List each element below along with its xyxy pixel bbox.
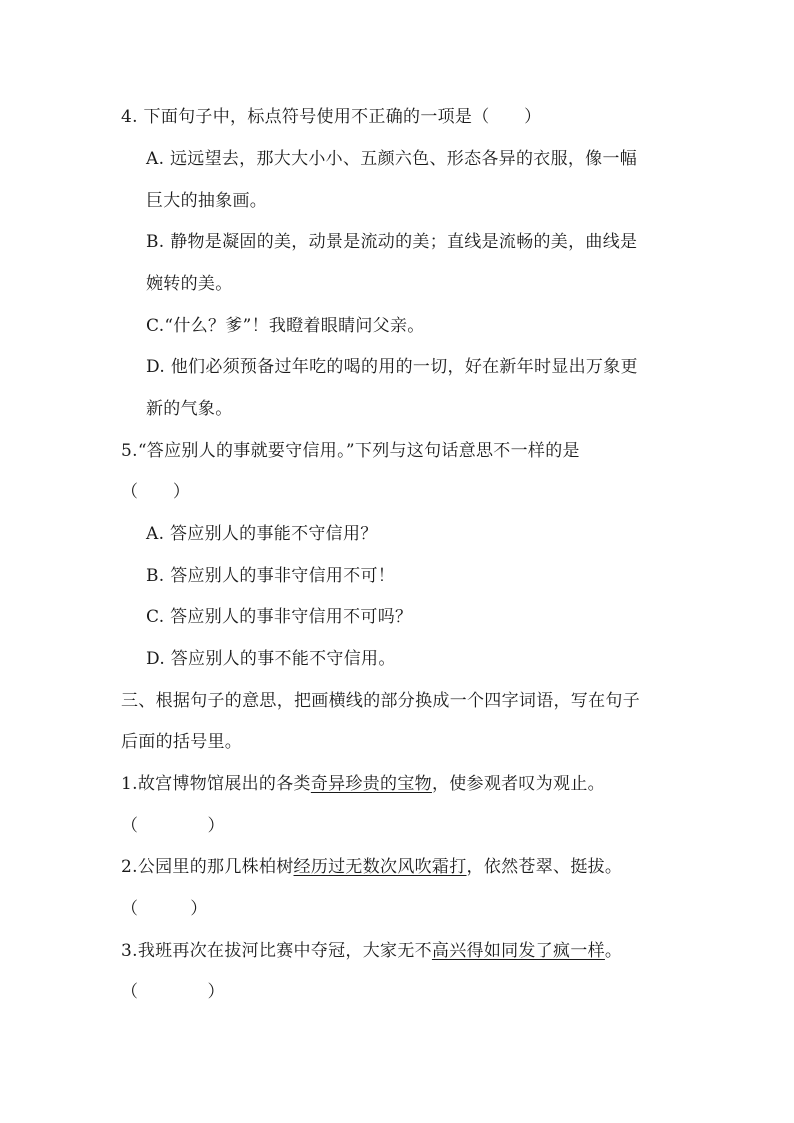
q5-option-d: D. 答应别人的事不能不守信用。 [146,649,396,669]
item3-text-after: 。 [604,941,623,961]
item2-underlined-phrase: 经历过无数次风吹霜打 [293,857,467,877]
item3-text-before: 3.我班再次在拔河比赛中夺冠，大家无不 [121,941,432,961]
item1-underlined-phrase: 奇异珍贵的宝物 [310,774,432,794]
q5-option-a: A. 答应别人的事能不守信用？ [146,524,378,544]
section3-item3 [121,940,622,962]
q5-option-b: B. 答应别人的事非守信用不可！ [146,566,396,586]
section3-heading-line2: 后面的括号里。 [121,732,243,752]
item2-answer-paren: （ ） [121,899,208,919]
q5-answer-paren: （ ） [121,482,191,502]
q4-option-a-line1: A. 远远望去，那大大小小、五颜六色、形态各异的衣服，像一幅 [146,149,638,169]
q5-stem: 5.“答应别人的事就要守信用。”下列与这句话意思不一样的是 [121,441,580,461]
q4-option-b-line1: B. 静物是凝固的美，动景是流动的美；直线是流畅的美，曲线是 [146,232,638,252]
item3-underlined-phrase: 高兴得如同发了疯一样 [431,941,605,961]
section3-item1 [121,773,605,795]
item1-text-before: 1.故宫博物馆展出的各类 [121,774,311,794]
section3-heading-line1: 三、根据句子的意思，把画横线的部分换成一个四字词语，写在句子 [121,691,640,711]
section3-item2 [121,856,622,878]
q4-option-d-line1: D. 他们必须预备过年吃的喝的用的一切，好在新年时显出万象更 [146,357,638,377]
q4-option-c: C.“什么？爹”！我瞪着眼睛问父亲。 [146,316,425,336]
q4-option-b-line2: 婉转的美。 [146,274,233,294]
q4-stem: 4. 下面句子中，标点符号使用不正确的一项是（ ） [121,107,542,127]
item3-answer-paren: （ ） [121,982,225,1002]
item2-text-after: ，依然苍翠、挺拔。 [466,857,623,877]
q4-option-d-line2: 新的气象。 [146,399,233,419]
item1-answer-paren: （ ） [121,816,225,836]
item2-text-before: 2.公园里的那几株柏树 [121,857,294,877]
item1-text-after: ，使参观者叹为观止。 [431,774,605,794]
q5-option-c: C. 答应别人的事非守信用不可吗？ [146,607,413,627]
q4-option-a-line2: 巨大的抽象画。 [146,191,268,211]
